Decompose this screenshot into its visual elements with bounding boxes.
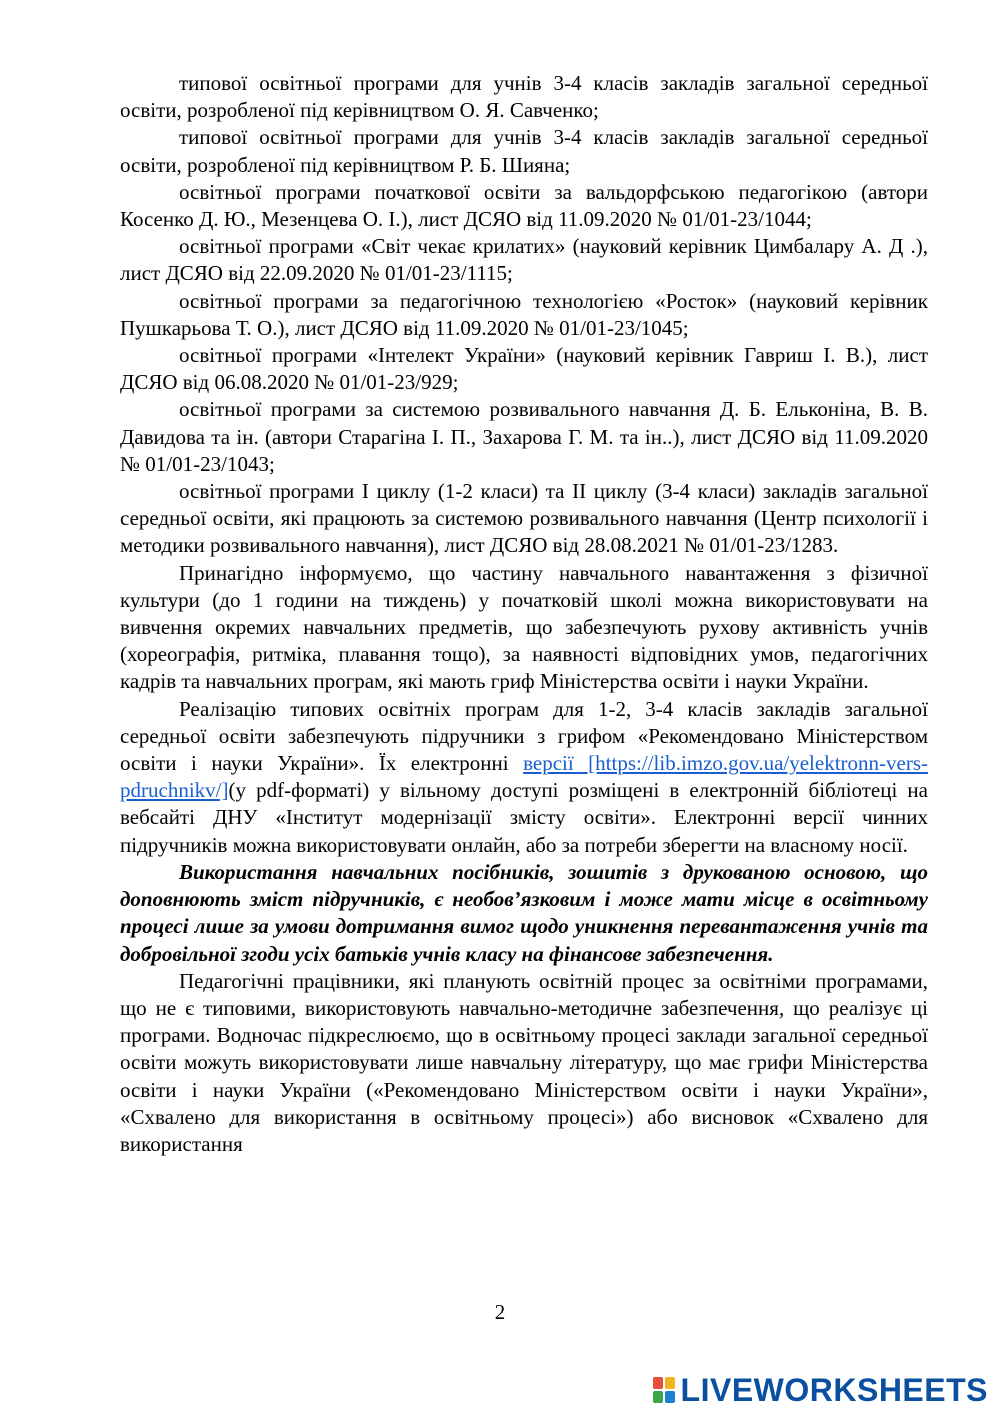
- liveworksheets-watermark: [653, 1372, 988, 1408]
- page-number: 2: [494, 1300, 506, 1324]
- paragraph-program-rostok: освітньої програми за педагогічною технологією «Росток» (науковий керівник Пушкарьова Т. О.), лист ДСЯО від 11.09.2020 № 01/01-23/1045;: [120, 288, 928, 340]
- paragraph-program-waldorf: освітньої програми початкової освіти за вальдорфською педагогікою (автори Косенко Д. Ю., Мезенцева О. І.), лист ДСЯО від 11.09.2020 № 01/01-23/1044;: [120, 179, 928, 232]
- textbooks-text-after-link: (у pdf-форматі) у вільному доступі розміщені в електронній бібліотеці на вебсайті ДНУ «Інститут модернізації змісту освіти». Електронні версії чинних підручників можна використовувати онлайн, або за потреби зберегти на власному носії.: [120, 778, 928, 857]
- paragraph-program-cycles: освітньої програми І циклу (1-2 класи) та ІІ циклу (3-4 класи) закладів загальної середньої освіти, які працюють за системою розвивального навчання (Центр психології і методики розвивального навчання), лист ДСЯО від 28.08.2021 № 01/01-23/1283.: [120, 479, 928, 558]
- paragraph-textbooks: [120, 696, 928, 859]
- paragraph-program-svit: освітньої програми «Світ чекає крилатих» (науковий керівник Цимбалару А. Д .), лист ДСЯО від 22.09.2020 № 01/01-23/1115;: [120, 234, 928, 286]
- paragraph-workbooks-emphasis: Використання навчальних посібників, зошитів з друкованою основою, що доповнюють зміст підручників, є необов’язковим і може мати місце в освітньому процесі лише за умови дотримання вимог щодо уникнення перевантаження учнів та добровільної згоди усіх батьків учнів класу на фінансове забезпечення.: [120, 859, 928, 966]
- paragraph-teaching-materials: Педагогічні працівники, які планують освітній процес за освітніми програмами, що не є типовими, використовують навчально-методичне забезпечення, що реалізує ці програми. Водночас підкреслюємо, що в освітньому процесі заклади загальної середньої освіти можуть використовувати лише навчальну літературу, що має грифи Міністерства освіти і науки України («Рекомендовано Міністерством освіти і науки України», «Схвалено для використання в освітньому процесі») або висновок «Схвалено для використання: [120, 968, 928, 1156]
- paragraph-program-shiyan: типової освітньої програми для учнів 3-4 класів закладів загальної середньої освіти, розробленої під керівництвом Р. Б. Шияна;: [120, 125, 928, 177]
- paragraph-program-savchenko: типової освітньої програми для учнів 3-4 класів закладів загальної середньої освіти, розробленої під керівництвом О. Я. Савченко;: [120, 71, 928, 123]
- paragraph-program-elkonin: освітньої програми за системою розвивального навчання Д. Б. Ельконіна, В. В. Давидова та ін. (автори Старагіна І. П., Захарова Г. М. та ін..), лист ДСЯО від 11.09.2020 № 01/01-23/1043;: [120, 397, 928, 476]
- liveworksheets-logo-text: LIVEWORKSHEETS: [680, 1372, 988, 1408]
- paragraph-program-intelekt: освітньої програми «Інтелект України» (науковий керівник Гавриш І. В.), лист ДСЯО від 06.08.2020 № 01/01-23/929;: [120, 343, 928, 395]
- textbooks-versions-link[interactable]: версії [https://lib.imzo.gov.ua/yelektronn-vers-pdruchnikv/]: [120, 751, 928, 803]
- paragraph-physical-culture: Принагідно інформуємо, що частину навчального навантаження з фізичної культури (до 1 години на тиждень) у початковій школі можна використовувати на вивчення окремих навчальних предметів, що забезпечують рухову активність учнів (хореографія, ритміка, плавання тощо), за наявності відповідних умов, педагогічних кадрів та навчальних програм, які мають гриф Міністерства освіти і науки України.: [120, 560, 928, 694]
- document-body: [120, 70, 928, 1158]
- liveworksheets-logo-icon: [653, 1377, 675, 1403]
- textbooks-text-before-link: Реалізацію типових освітніх програм для 1-2, 3-4 класів закладів загальної середньої освіти забезпечують підручники з грифом «Рекомендовано Міністерством освіти і науки України». Їх електронні: [120, 696, 928, 776]
